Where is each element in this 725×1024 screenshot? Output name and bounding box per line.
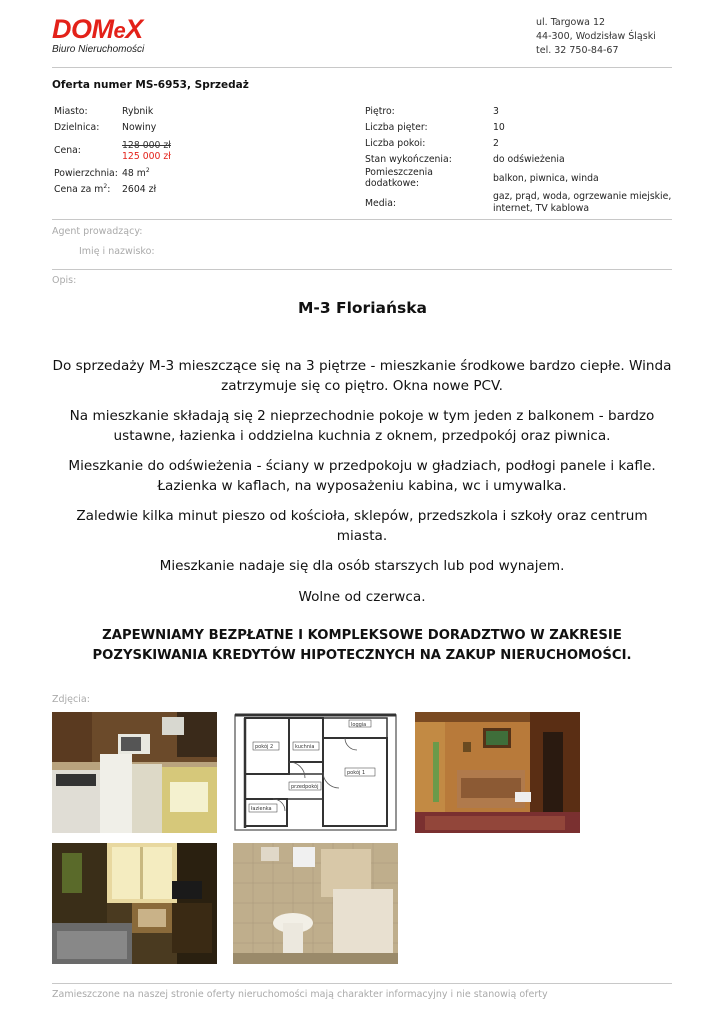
floorplan-label-bathroom: łazienka xyxy=(251,806,272,812)
rooms-value: 2 xyxy=(493,137,499,149)
extra-rooms-label: Pomieszczenia dodatkowe: xyxy=(365,167,433,189)
price-per-m2-label: Cena za $m^2$: xyxy=(54,182,111,196)
rooms-label: Liczba pokoi: xyxy=(365,137,426,149)
mortgage-promo: ZAPEWNIAMY BEZPŁATNE I KOMPLEKSOWE DORADZTWO W ZAKRESIE POZYSKIWANIA KREDYTÓW HIPOTECZNYCH NA ZAKUP NIERUCHOMOŚCI. xyxy=(92,628,632,663)
description-paragraph: Zaledwie kilka minut pieszo od kościoła, sklepów, przedszkola i szkoły oraz centrum miasta. xyxy=(76,508,648,544)
description-paragraph: Do sprzedaży M-3 mieszczące się na 3 piętrze - mieszkanie środkowe bardzo ciepłe. Winda zatrzymuje się co piętro. Okna nowe PCV. xyxy=(52,358,672,394)
media-label: Media: xyxy=(365,197,397,209)
price-old: 128 000 zł xyxy=(122,139,171,151)
listing-title: M-3 Floriańska xyxy=(297,299,428,317)
photo-bedroom[interactable] xyxy=(52,843,217,964)
agent-name-label: Imię i nazwisko: xyxy=(79,246,155,257)
agent-label: Agent prowadzący: xyxy=(52,226,143,237)
area-label: Powierzchnia: xyxy=(54,168,118,179)
photo-kitchen[interactable] xyxy=(52,712,217,833)
address-line-2: 44-300, Wodzisław Śląski xyxy=(536,31,656,42)
description-paragraph: Mieszkanie nadaje się dla osób starszych lub pod wynajem. xyxy=(159,558,565,574)
floorplan-label-kitchen: kuchnia xyxy=(295,744,315,750)
offer-title: Oferta numer MS-6953, Sprzedaż xyxy=(52,79,249,91)
divider xyxy=(52,269,672,270)
photo-floorplan[interactable] xyxy=(233,712,398,833)
floor-label: Piętro: xyxy=(365,105,395,117)
price-new: 125 000 zł xyxy=(122,150,171,162)
district-value: Nowiny xyxy=(122,121,157,133)
district-label: Dzielnica: xyxy=(54,121,100,133)
media-value: gaz, prąd, woda, ogrzewanie miejskie, internet, TV kablowa xyxy=(493,191,672,214)
area-value: 48 $m^2$ xyxy=(122,167,150,180)
extra-rooms-value: balkon, piwnica, winda xyxy=(493,172,599,184)
floor-value: 3 xyxy=(493,105,499,117)
condition-value: do odświeżenia xyxy=(493,153,565,165)
city-value: Rybnik xyxy=(122,105,154,117)
photo-living-room[interactable] xyxy=(415,712,580,833)
description-paragraph: Na mieszkanie składają się 2 nieprzechodnie pokoje w tym jeden z balkonem - bardzo ustawne, łazienka i oddzielna kuchnia z oknem, przedpokój oraz piwnica. xyxy=(69,408,655,444)
description-label: Opis: xyxy=(52,275,77,286)
divider xyxy=(52,67,672,68)
logo-tagline: Biuro Nieruchomości xyxy=(52,44,145,55)
city-label: Miasto: xyxy=(54,105,88,117)
floorplan-label-hall: przedpokój xyxy=(291,784,319,790)
floorplan-label-room1: pokój 1 xyxy=(347,770,366,776)
photo-bathroom[interactable] xyxy=(233,843,398,964)
floorplan-label-room2: pokój 2 xyxy=(255,744,274,750)
logo-wordmark: DOMeX xyxy=(52,14,143,44)
condition-label: Stan wykończenia: xyxy=(365,153,452,165)
description-paragraph: Wolne od czerwca. xyxy=(298,588,426,605)
contact-block xyxy=(536,16,656,58)
floorplan-label-loggia: loggia xyxy=(351,722,367,728)
price-per-m2-value: 2604 zł xyxy=(122,183,157,195)
description xyxy=(52,357,672,618)
details-right xyxy=(363,103,675,217)
address-line-1: ul. Targowa 12 xyxy=(536,17,606,28)
divider xyxy=(52,983,672,984)
details-left xyxy=(52,103,173,197)
photos-label: Zdjęcia: xyxy=(52,694,90,705)
footer-disclaimer: Zamieszczone na naszej stronie oferty nieruchomości mają charakter informacyjny i nie stanowią oferty xyxy=(52,989,548,1000)
floors-value: 10 xyxy=(493,121,505,133)
divider xyxy=(52,219,672,220)
price-label: Cena: xyxy=(54,145,81,156)
floors-label: Liczba pięter: xyxy=(365,121,428,133)
description-paragraph: Mieszkanie do odświeżenia - ściany w przedpokoju w gładziach, podłogi panele i kafle. Łazienka w kaflach, na wyposażeniu kabina, wc i umywalka. xyxy=(68,458,656,494)
company-logo xyxy=(52,14,144,55)
phone-number: tel. 32 750-84-67 xyxy=(536,45,619,56)
